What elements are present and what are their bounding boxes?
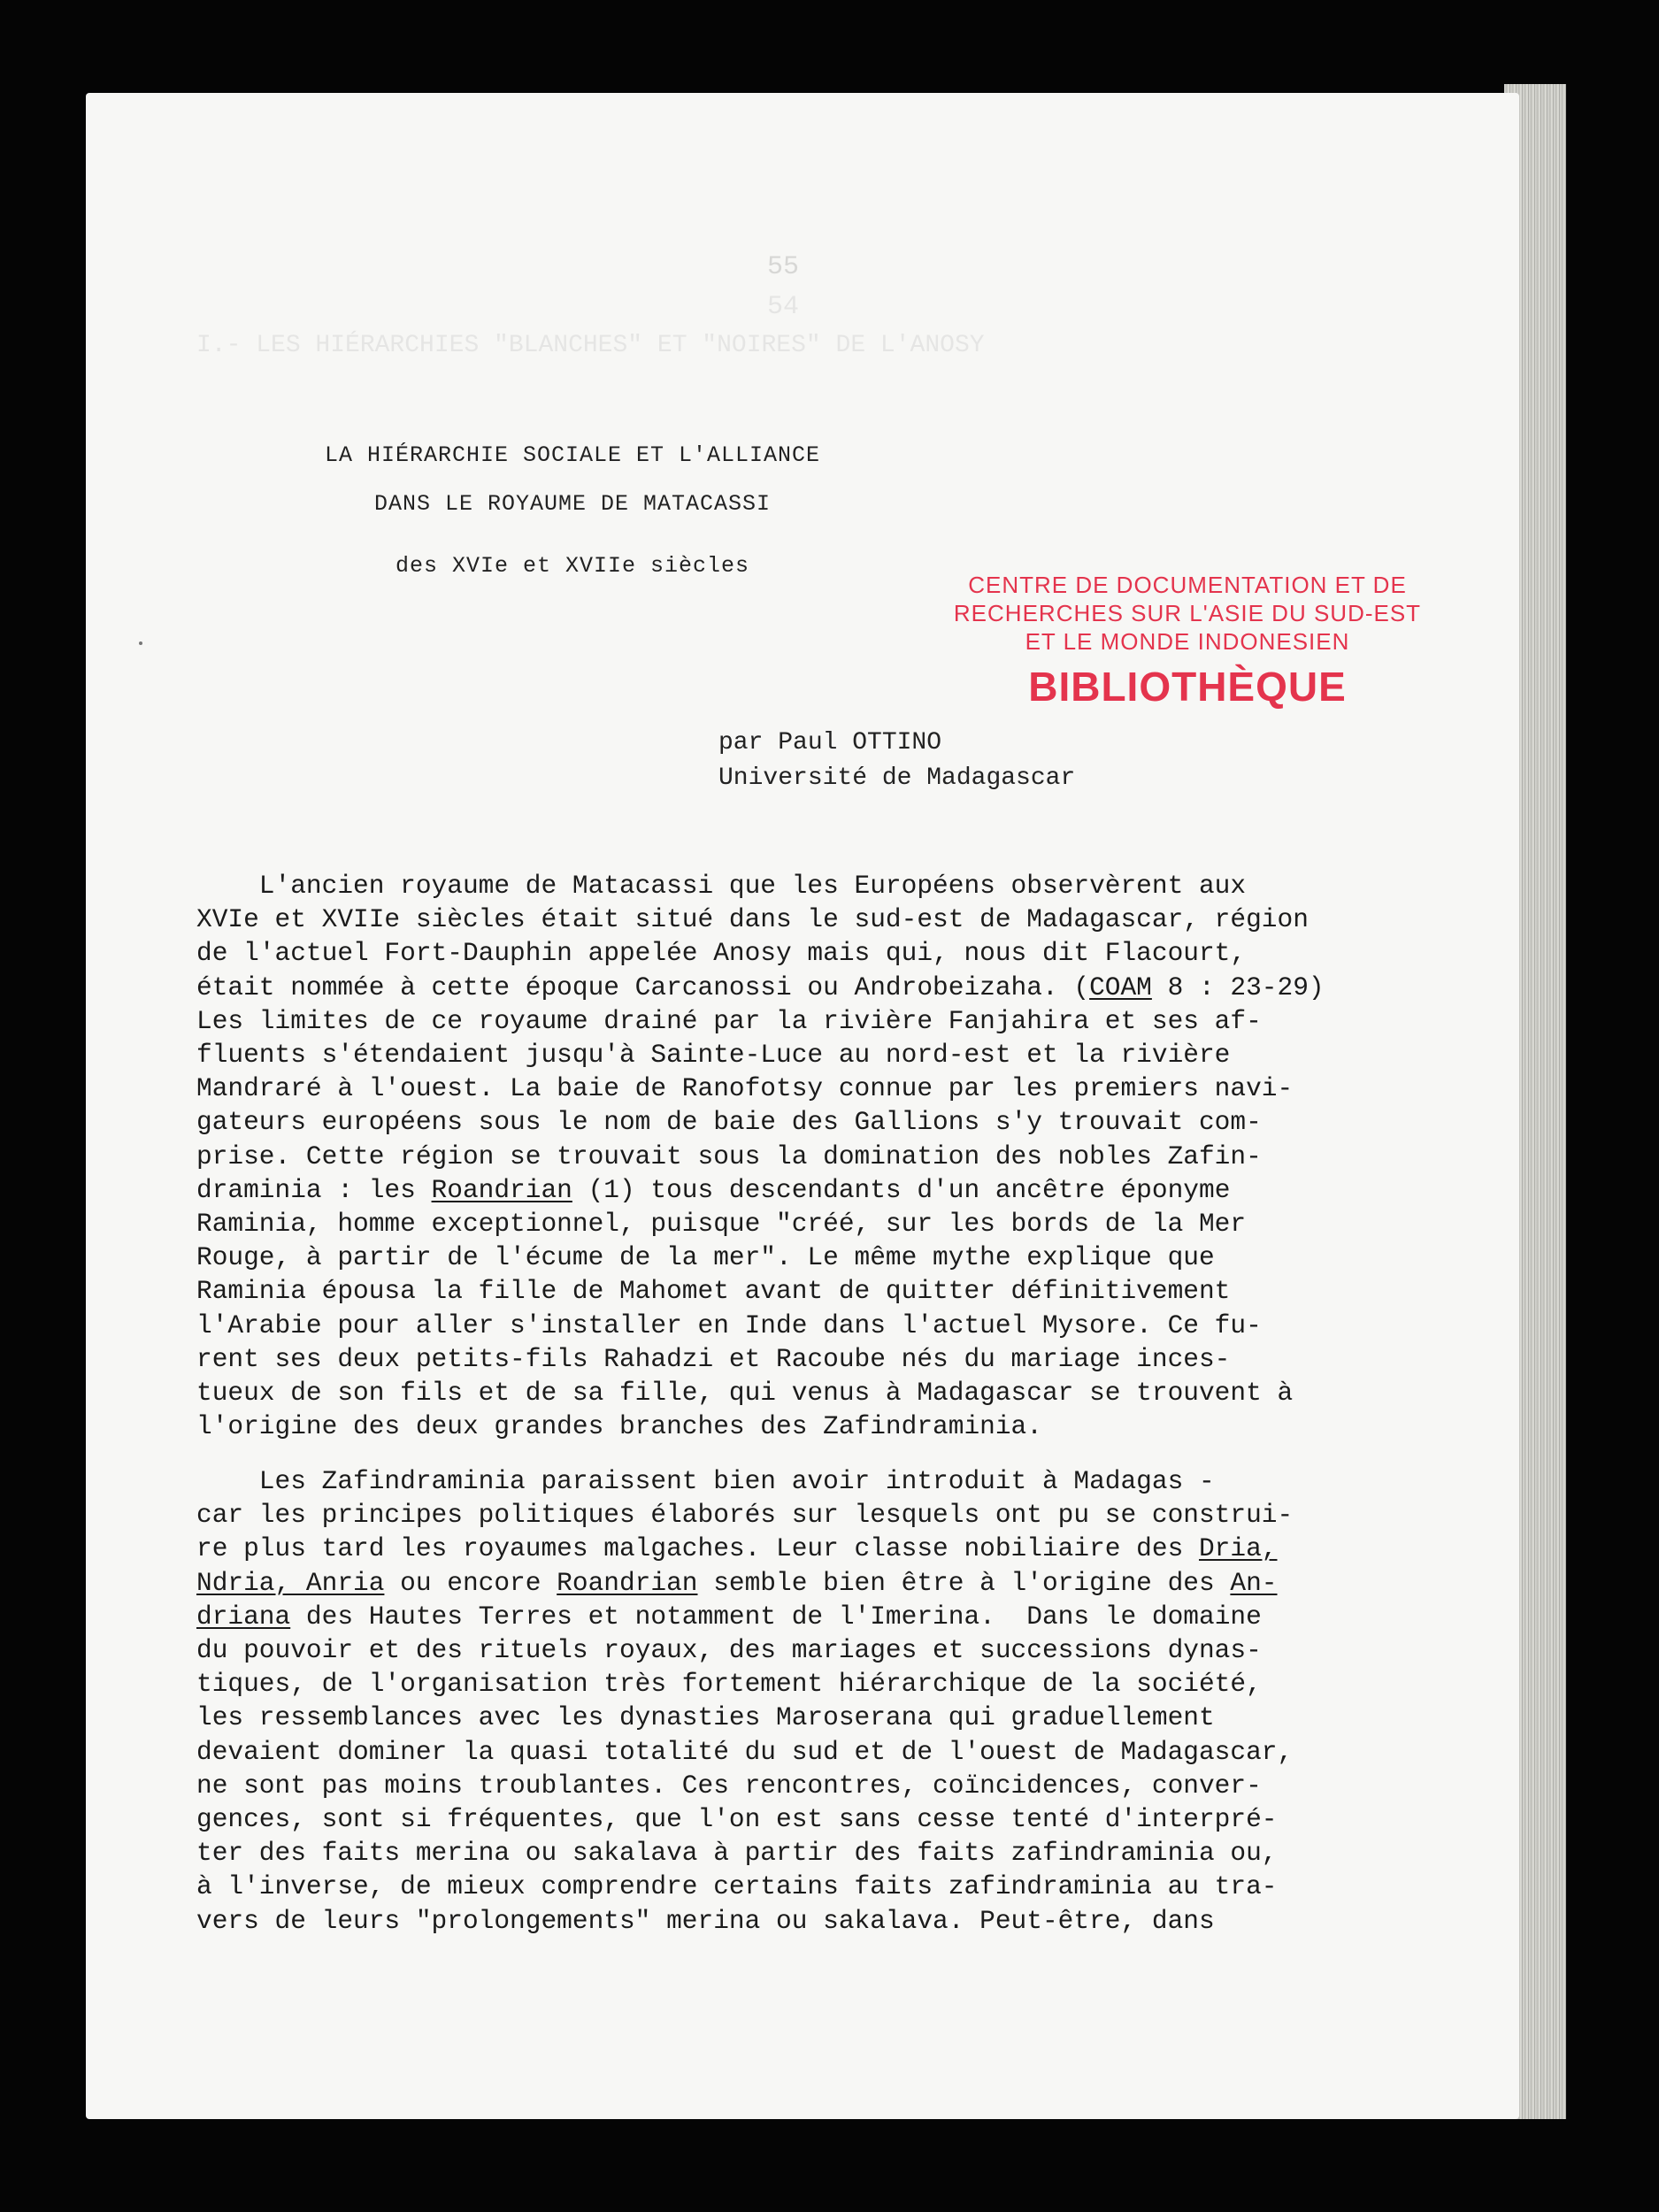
text-line: draminia : les Roandrian (1) tous descendants d'un ancêtre éponyme <box>196 1174 1231 1205</box>
text-line: à l'inverse, de mieux comprendre certains faits zafindraminia au tra- <box>196 1871 1278 1902</box>
text-line: l'Arabie pour aller s'installer en Inde dans l'actuel Mysore. Ce fu- <box>196 1310 1262 1340</box>
text-line: Les Zafindraminia paraissent bien avoir introduit à Madagas - <box>196 1466 1215 1496</box>
stamp-line-2: RECHERCHES SUR L'ASIE DU SUD-EST <box>953 600 1422 626</box>
text-line: L'ancien royaume de Matacassi que les Européens observèrent aux <box>196 871 1247 901</box>
text-line: Les limites de ce royaume drainé par la rivière Fanjahira et ses af- <box>196 1005 1262 1036</box>
text-line: l'origine des deux grandes branches des Zafindraminia. <box>196 1411 1042 1442</box>
text-line: était nommée à cette époque Carcanossi ou Androbeizaha. (COAM 8 : 23-29) <box>196 972 1325 1002</box>
underlined-term: An- <box>1230 1567 1278 1598</box>
margin-mark <box>139 641 142 645</box>
underlined-term: Roandrian <box>557 1567 698 1598</box>
text-line: vers de leurs "prolongements" merina ou sakalava. Peut-être, dans <box>196 1905 1215 1936</box>
text-line: Mandraré à l'ouest. La baie de Ranofotsy connue par les premiers navi- <box>196 1073 1294 1104</box>
text-line: Rouge, à partir de l'écume de la mer". Le même mythe explique que <box>196 1242 1215 1273</box>
underlined-term: Ndria, Anria <box>196 1567 385 1598</box>
stamp-line-3: ET LE MONDE INDONESIEN <box>1025 628 1350 655</box>
text-line: XVIe et XVIIe siècles était situé dans le sud-est de Madagascar, région <box>196 904 1309 935</box>
underlined-term: COAM <box>1089 972 1152 1002</box>
stamp-bibliotheque: BIBLIOTHÈQUE <box>1028 664 1347 710</box>
paragraph-1 <box>196 869 1325 1443</box>
document-page <box>86 93 1519 2119</box>
underlined-term: Roandrian <box>431 1174 572 1205</box>
text-line: car les principes politiques élaborés sur lesquels ont pu se construi- <box>196 1500 1294 1531</box>
text-line: gateurs européens sous le nom de baie des Gallions s'y trouvait com- <box>196 1107 1262 1138</box>
text-line: Raminia, homme exceptionnel, puisque "créé, sur les bords de la Mer <box>196 1209 1247 1240</box>
title-line-2: DANS LE ROYAUME DE MATACASSI <box>373 491 772 517</box>
bleed-page-number: 55 <box>767 252 800 282</box>
author-block <box>718 726 1075 796</box>
text-line: Ndria, Anria ou encore Roandrian semble bien être à l'origine des An- <box>196 1567 1278 1598</box>
underlined-term: driana <box>196 1601 291 1632</box>
title-line-1: LA HIÉRARCHIE SOCIALE ET L'ALLIANCE <box>324 442 821 468</box>
text-line: ter des faits merina ou sakalava à partir des faits zafindraminia ou, <box>196 1838 1278 1869</box>
author-name: par Paul OTTINO <box>718 729 942 757</box>
text-line: les ressemblances avec les dynasties Maroserana qui graduellement <box>196 1702 1215 1733</box>
library-stamp <box>904 571 1471 710</box>
paragraph-2 <box>196 1464 1293 1938</box>
text-line: gences, sont si fréquentes, que l'on est sans cesse tenté d'interpré- <box>196 1804 1278 1835</box>
text-line: rent ses deux petits-fils Rahadzi et Racoube nés du mariage inces- <box>196 1343 1231 1374</box>
text-line: fluents s'étendaient jusqu'à Sainte-Luce au nord-est et la rivière <box>196 1040 1231 1071</box>
text-line: prise. Cette région se trouvait sous la domination des nobles Zafin- <box>196 1141 1262 1171</box>
text-line: driana des Hautes Terres et notamment de l'Imerina. Dans le domaine <box>196 1601 1262 1632</box>
author-affiliation: Université de Madagascar <box>718 764 1076 792</box>
subtitle-line: des XVIe et XVIIe siècles <box>395 553 750 579</box>
text-line: Raminia épousa la fille de Mahomet avant de quitter définitivement <box>196 1276 1231 1307</box>
bleed-heading: I.- LES HIÉRARCHIES "BLANCHES" ET "NOIRES" DE L'ANOSY <box>196 332 985 359</box>
stamp-line-1: CENTRE DE DOCUMENTATION ET DE <box>968 572 1407 598</box>
text-line: ne sont pas moins troublantes. Ces rencontres, coïncidences, conver- <box>196 1770 1262 1801</box>
underlined-term: Dria, <box>1198 1533 1278 1564</box>
bleed-page-number-2: 54 <box>767 292 800 322</box>
text-line: tiques, de l'organisation très fortement hiérarchique de la société, <box>196 1669 1262 1700</box>
text-line: de l'actuel Fort-Dauphin appelée Anosy mais qui, nous dit Flacourt, <box>196 938 1247 969</box>
text-line: du pouvoir et des rituels royaux, des mariages et successions dynas- <box>196 1635 1262 1666</box>
text-line: devaient dominer la quasi totalité du sud et de l'ouest de Madagascar, <box>196 1736 1294 1767</box>
text-line: tueux de son fils et de sa fille, qui venus à Madagascar se trouvent à <box>196 1378 1294 1409</box>
text-line: re plus tard les royaumes malgaches. Leur classe nobiliaire des Dria, <box>196 1533 1278 1564</box>
